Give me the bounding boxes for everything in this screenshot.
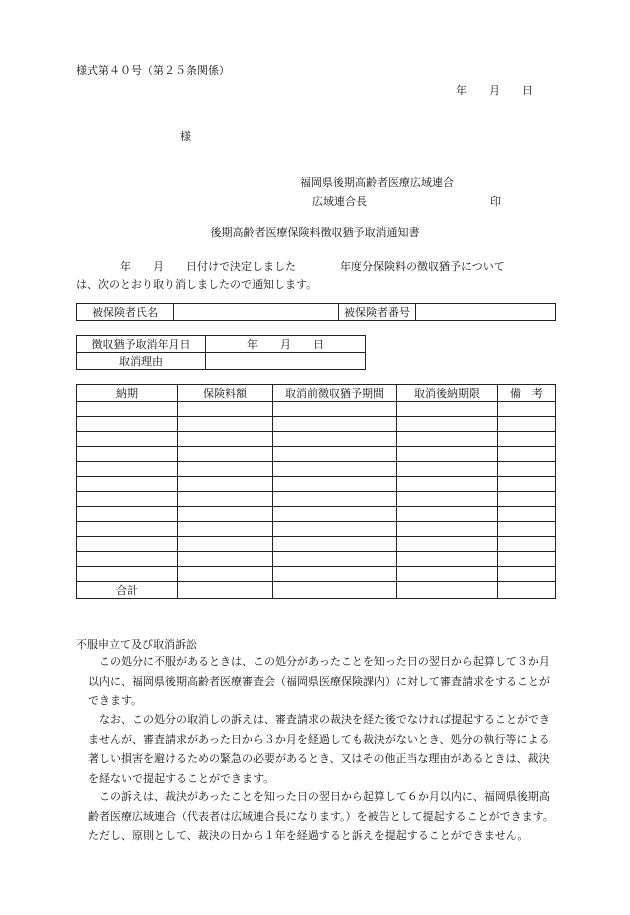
header-new-due-date: 取消後納期限 (397, 385, 498, 402)
cancel-date-field[interactable]: 年 月 日 (206, 336, 366, 353)
header-premium-amount: 保険料額 (178, 385, 273, 402)
intro-line-1-text: 年 月 日付けで決定しました 年度分保険料の徴収猶予について (120, 260, 505, 273)
appeal-paragraph-1 (88, 652, 558, 711)
table-row[interactable] (77, 462, 556, 477)
table-row[interactable] (77, 567, 556, 582)
cancel-reason-field[interactable] (206, 353, 366, 370)
total-label: 合計 (77, 582, 178, 599)
table-row[interactable] (77, 402, 556, 417)
table-row[interactable] (77, 432, 556, 447)
insured-name-label: 被保険者氏名 (77, 304, 174, 321)
document-title: 後期高齢者医療保険料徴収猶予取消通知書 (210, 226, 420, 239)
header-due-period: 納期 (77, 385, 178, 402)
table-row[interactable] (77, 522, 556, 537)
insured-number-label: 被保険者番号 (339, 304, 416, 321)
appeal-paragraph-3-text: この訴えは、裁決があったことを知った日の翌日から起算して６か月以内に、福岡県後期高齢者医療広域連合（代表者は広域連合長になります。）を被告として提起することができます。ただし、原則として、裁決の日から１年を経過すると訴えを提起することができません。 (88, 790, 554, 843)
issuer-title: 広域連合長 (312, 195, 367, 208)
table-total-row[interactable] (77, 582, 556, 599)
table-row[interactable] (77, 417, 556, 432)
table-row[interactable] (77, 537, 556, 552)
table-row[interactable] (77, 492, 556, 507)
insured-name-field[interactable] (174, 304, 339, 321)
insured-number-field[interactable] (416, 304, 556, 321)
appeal-paragraph-3 (88, 787, 558, 846)
table-row[interactable] (77, 447, 556, 462)
table-row[interactable] (77, 477, 556, 492)
form-number: 様式第４０号（第２５条関係） (76, 64, 230, 77)
cancellation-table (76, 335, 366, 370)
addressee-suffix: 様 (180, 130, 191, 143)
seal-mark: 印 (490, 195, 501, 208)
issuer-organization: 福岡県後期高齢者医療広域連合 (300, 176, 454, 189)
header-remarks: 備 考 (498, 385, 556, 402)
appeal-paragraph-2-text: なお、この処分の取消しの訴えは、審査請求の裁決を経た後でなければ提起することができませんが、審査請求があった日から３か月を経過しても裁決がないとき、処分の執行等による著しい損害を避けるための緊急の必要があるとき、又はその他正当な理由があるときは、裁決を経ないで提起することができます。 (88, 713, 550, 785)
appeal-paragraph-1-text: この処分に不服があるときは、この処分があったことを知った日の翌日から起算して３か月以内に、福岡県後期高齢者医療審査会（福岡県医療保険課内）に対して審査請求をすることができます。 (88, 655, 550, 708)
insured-table (76, 303, 556, 321)
payment-table-header (77, 385, 556, 402)
cancel-reason-label: 取消理由 (77, 353, 206, 370)
intro-line-1 (76, 258, 505, 274)
issue-date: 年 月 日 (456, 84, 533, 97)
cancel-date-label: 徴収猶予取消年月日 (77, 336, 206, 353)
appeal-heading: 不服申立て及び取消訴訟 (76, 638, 197, 651)
table-row[interactable] (77, 507, 556, 522)
table-row[interactable] (77, 552, 556, 567)
payment-table (76, 384, 556, 599)
appeal-paragraph-2 (88, 710, 558, 788)
intro-line-2: は、次のとおり取り消しましたので通知します。 (76, 278, 318, 291)
header-deferral-period: 取消前徴収猶予期間 (273, 385, 397, 402)
